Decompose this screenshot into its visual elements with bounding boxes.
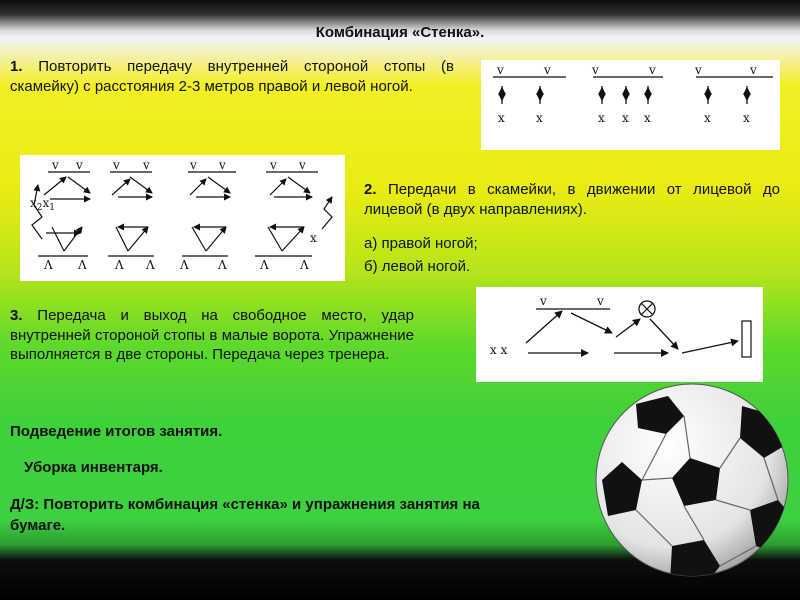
d2-l-7: Λ: [260, 258, 269, 272]
d1-x-5: x: [644, 111, 651, 125]
item-1-text: Повторить передачу внутренней стороной стопы (в скамейку) с расстояния 2-3 метров правой и левой ногой.: [10, 58, 454, 95]
item-2-option-b: б) левой ногой.: [364, 258, 471, 275]
d1-v-5: v: [695, 63, 702, 77]
diagram-2: [20, 155, 345, 281]
summary-line: Подведение итогов занятия.: [10, 423, 223, 440]
small-goal: [742, 321, 751, 357]
d1-x-4: x: [622, 111, 629, 125]
d2-l-4: Λ: [146, 258, 155, 272]
d1-v-6: v: [750, 63, 757, 77]
d2-x-right: x: [310, 231, 317, 245]
d2-v-2: v: [76, 158, 83, 172]
item-2-text-block: [364, 180, 780, 219]
diagram-3-panel: [476, 287, 763, 382]
d2-v-3: v: [113, 158, 120, 172]
item-3-text: Передача и выход на свободное место, удар внутренней стороной стопы в малые ворота. Упражнение выполняется в две стороны. Передача через тренера.: [10, 307, 414, 363]
diagram-1: [481, 60, 780, 150]
item-2-number: 2.: [364, 181, 377, 198]
d3-players: x x: [490, 343, 508, 357]
d3-v-2: v: [597, 294, 604, 308]
d2-l-5: Λ: [180, 258, 189, 272]
homework-line: Д/З: Повторить комбинация «стенка» и упражнения занятия на бумаге.: [10, 496, 480, 534]
slide-title: Комбинация «Стенка».: [315, 24, 485, 41]
d2-v-5: v: [190, 158, 197, 172]
coach-marker: [639, 301, 655, 317]
diagram-1-panel: [481, 60, 780, 150]
d1-v-4: v: [649, 63, 656, 77]
cleanup-line: Уборка инвентаря.: [24, 459, 163, 476]
diagram-3: [476, 287, 763, 382]
item-2-option-a: а) правой ногой;: [364, 235, 478, 252]
soccer-ball-image: [580, 370, 800, 600]
d2-v-8: v: [299, 158, 306, 172]
d2-l-6: Λ: [218, 258, 227, 272]
diagram-2-panel: [20, 155, 345, 281]
d1-v-3: v: [592, 63, 599, 77]
d1-x-1: x: [498, 111, 505, 125]
d1-x-3: x: [598, 111, 605, 125]
item-3-text-block: [10, 306, 414, 365]
d3-v-1: v: [540, 294, 547, 308]
d2-x2: $x_2x_1$: [30, 196, 56, 213]
item-1-text-block: [10, 57, 454, 96]
d2-l-2: Λ: [78, 258, 87, 272]
d2-l-1: Λ: [44, 258, 53, 272]
d1-v-1: v: [497, 63, 504, 77]
d2-v-4: v: [143, 158, 150, 172]
d2-v-6: v: [219, 158, 226, 172]
item-1-number: 1.: [10, 58, 23, 75]
d2-l-3: Λ: [115, 258, 124, 272]
item-2-text: Передачи в скамейки, в движении от лицевой до лицевой (в двух направлениях).: [364, 181, 780, 218]
d1-v-2: v: [544, 63, 551, 77]
d1-x-2: x: [536, 111, 543, 125]
d1-x-7: x: [743, 111, 750, 125]
d2-v-1: v: [52, 158, 59, 172]
d2-l-8: Λ: [300, 258, 309, 272]
d2-v-7: v: [270, 158, 277, 172]
item-3-number: 3.: [10, 307, 23, 324]
d1-x-6: x: [704, 111, 711, 125]
